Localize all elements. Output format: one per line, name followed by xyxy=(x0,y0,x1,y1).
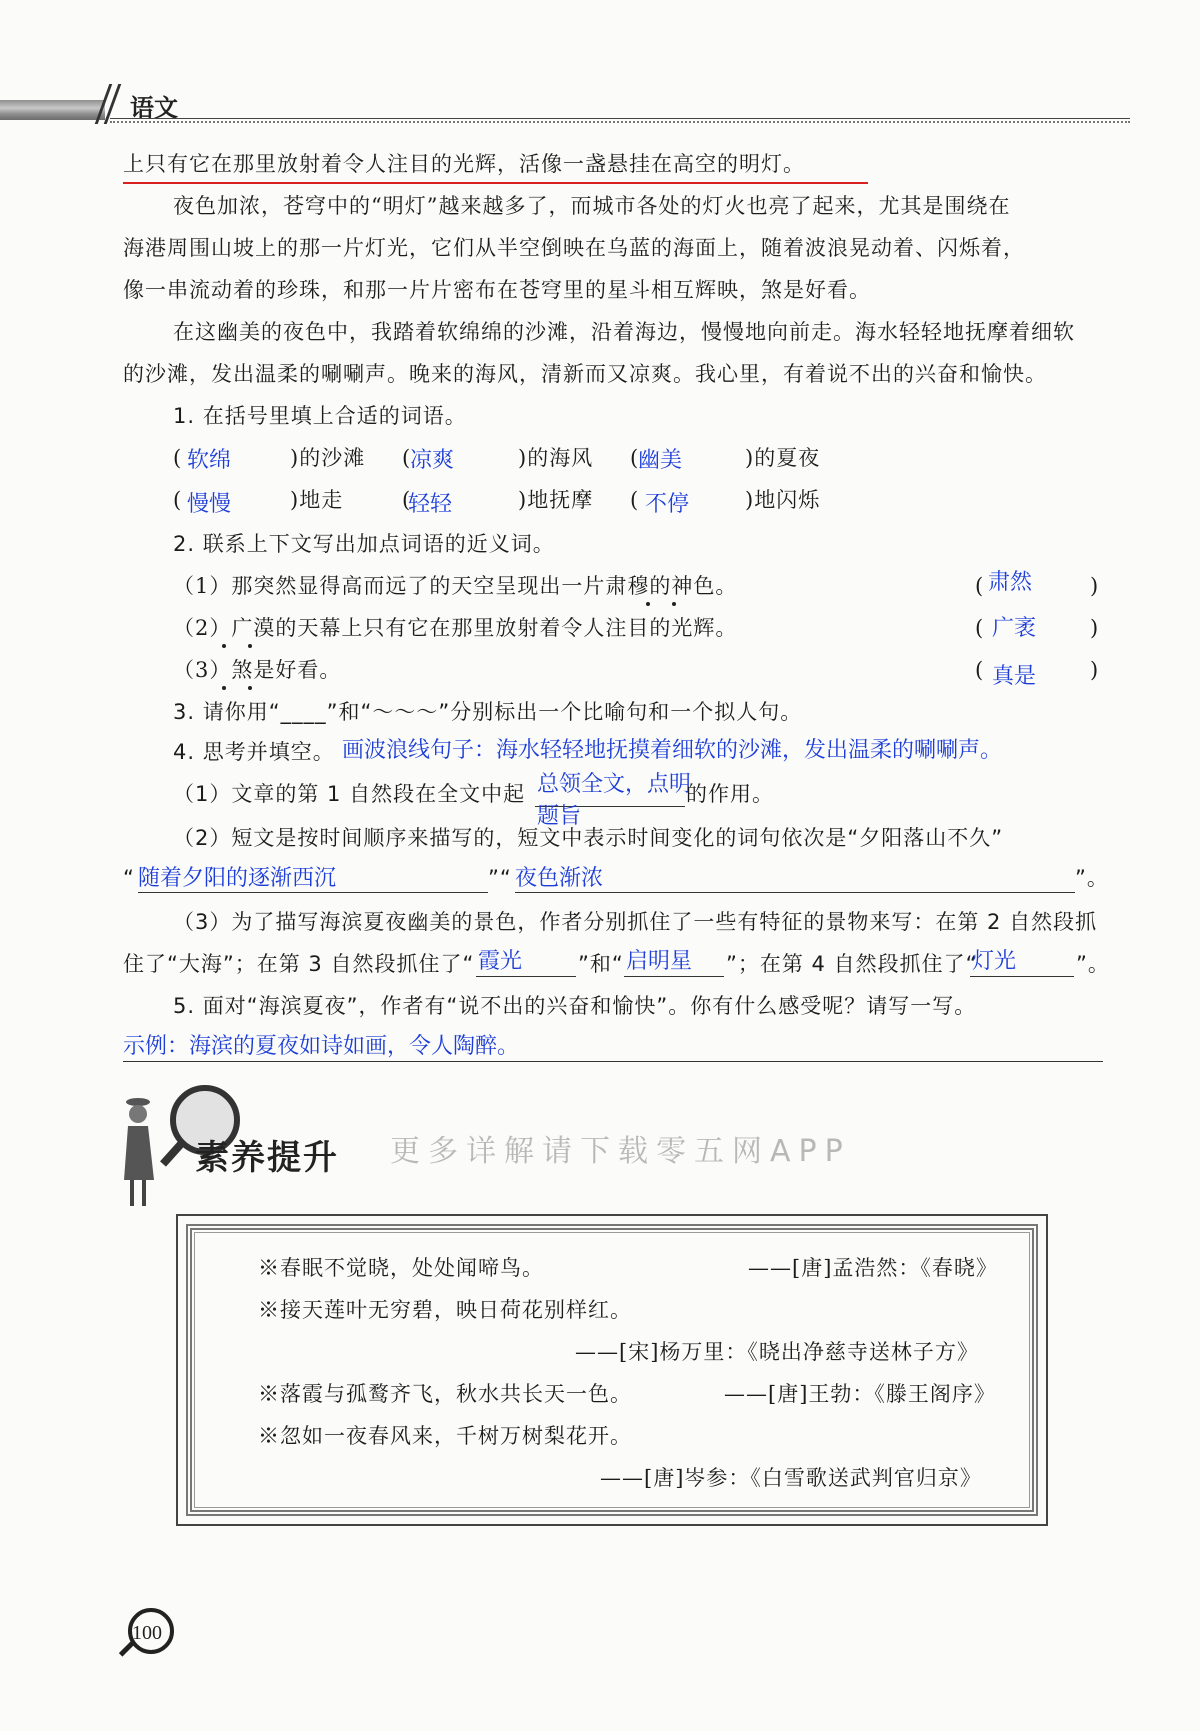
bracket-close: ) xyxy=(1090,658,1100,682)
passage-line: 夜色加浓，苍穹中的“明灯”越来越多了，而城市各处的灯火也亮了起来，尤其是围绕在 xyxy=(173,194,1011,218)
answer-line xyxy=(123,1061,1103,1062)
page-number: 100 xyxy=(132,1622,162,1644)
subject-title: 语文 xyxy=(130,94,178,122)
bracket-open: ( xyxy=(975,658,985,682)
emphasis-dot xyxy=(646,602,650,606)
passage-line: 像一串流动着的珍珠，和那一片片密布在苍穹里的星斗相互辉映，煞是好看。 xyxy=(123,278,871,302)
q1-suffix: 地抚摩 xyxy=(527,488,594,512)
q1-answer: 软绵 xyxy=(187,448,232,473)
emphasis-dot xyxy=(248,644,252,648)
q1-answer: 凉爽 xyxy=(410,448,455,473)
q2-answer: 肃然 xyxy=(988,570,1033,595)
q4-sub3-answer: 灯光 xyxy=(972,949,1017,974)
q4-sub1-answer: 总领全文，点明 xyxy=(537,772,692,797)
poem-line: ※忽如一夜春风来，千树万树梨花开。 xyxy=(258,1424,632,1448)
q4-sub1-answer-cont: 题旨 xyxy=(537,804,582,829)
q4-sub2: （2）短文是按时间顺序来描写的，短文中表示时间变化的词句依次是“夕阳落山不久” xyxy=(173,826,1004,850)
q4-sub3-mid: ”和“ xyxy=(578,952,624,976)
quote-mark: ”“ xyxy=(488,866,512,890)
q4-sub3-cont: 住了“大海”；在第 3 自然段抓住了“ xyxy=(123,952,475,976)
header-bar xyxy=(0,100,105,120)
q4-sub2-answer: 夜色渐浓 xyxy=(515,866,604,891)
bracket-close: ) xyxy=(1090,574,1100,598)
section-title: 素养提升 xyxy=(195,1138,339,1178)
poem-line: ※春眠不觉晓，处处闻啼鸟。 xyxy=(258,1256,544,1280)
question-1-prompt: 1. 在括号里填上合适的词语。 xyxy=(173,404,467,428)
emphasis-dot xyxy=(222,686,226,690)
q1-suffix: 的沙滩 xyxy=(299,446,366,470)
red-underline xyxy=(123,182,868,184)
question-2-prompt: 2. 联系上下文写出加点词语的近义词。 xyxy=(173,532,555,556)
bracket-open: ( xyxy=(630,488,640,512)
q1-suffix: 地闪烁 xyxy=(754,488,821,512)
bracket-open: ( xyxy=(173,446,183,470)
q2-answer: 广袤 xyxy=(992,616,1037,641)
q5-answer: 示例：海滨的夏夜如诗如画，令人陶醉。 xyxy=(123,1034,520,1059)
emphasis-dot xyxy=(222,644,226,648)
q4-sub2-answer: 随着夕阳的逐渐西沉 xyxy=(138,866,337,891)
q1-answer: 不停 xyxy=(645,492,690,517)
bracket-open: ( xyxy=(402,446,412,470)
q4-sub1-end: 的作用。 xyxy=(686,782,774,806)
q2-item: （3）煞是好看。 xyxy=(173,658,342,682)
q4-sub3-answer: 霞光 xyxy=(478,949,523,974)
q4-sub3-mid: ”；在第 4 自然段抓住了“ xyxy=(726,952,978,976)
question-4-prompt: 4. 思考并填空。 xyxy=(173,740,335,764)
header-rule xyxy=(110,118,1130,119)
bracket-open: ( xyxy=(173,488,183,512)
emphasis-dot xyxy=(248,686,252,690)
q1-suffix: 的海风 xyxy=(527,446,594,470)
q1-answer: 幽美 xyxy=(638,448,683,473)
poem-source: ——[唐]王勃：《滕王阁序》 xyxy=(724,1382,996,1406)
q1-suffix: 的夏夜 xyxy=(754,446,821,470)
workbook-page: 语文 上只有它在那里放射着令人注目的光辉，活像一盏悬挂在高空的明灯。 夜色加浓，苍穹中的“明灯”越来越多了，而城市各处的灯火也亮了起来，尤其是围绕在 海港周围山坡上的那一片灯光，它们从半空倒映在乌蓝的海面上，随着波浪晃动着、闪烁着， 像一串流动着的珍珠，和那一片片密布在苍穹里的星斗相互辉映，煞是好看。 在这幽美的夜色中，我踏着软绵绵的沙滩，沿着海边，慢慢地向前走。海水轻轻地抚摩着细软 的沙滩，发出温柔的唰唰声。晚来的海风，清新而又凉爽。我心里，有着说不出的兴奋和愉快。 1. 在括号里填上合适的词语。 ( 软绵 )的沙滩 ( 凉爽 )的海风 ( 幽美 )的夏夜 ( 慢慢 )地走 ( 轻轻 )地抚摩 ( 不停 )地闪烁 2. 联系上下文写出加点词语的近义词。 （1）那突然显得高而远了的天空呈现出一片肃穆的神色。 ( 肃然 ) （2）广漠的天幕上只有它在那里放射着令人注目的光辉。 ( 广袤 ) （3）煞是好看。 ( 真是 ) 3. 请你用“____”和“～～～”分别标出一个比喻句和一个拟人句。 4. 思考并填空。 画波浪线句子：海水轻轻地抚摸着细软的沙滩，发出温柔的唰唰声。 （1）文章的第 1 自然段在全文中起 总领全文，点明 的作用。 题旨 （2）短文是按时间顺序来描写的，短文中表示时间变化的词句依次是“夕阳落山不久” “ 随着夕阳的逐渐西沉 ”“ 夜色渐浓 ”。 （3）为了描写海滨夏夜幽美的景色，作者分别抓住了一些有特征的景物来写：在第 2 自然段抓 住了“大海”；在第 3 自然段抓住了“ 霞光 ”和“ 启明星 ”；在第 4 自然段抓住了“ 灯光 ”。 5. 面对“海滨夏夜”，作者有“说不出的兴奋和愉快”。你有什么感受呢？请写一写。 示例：海滨的夏夜如诗如画，令人陶醉。 素养提升 更多详解请下载零五网APP ※春眠不觉晓，处处闻啼鸟。 ——[唐]孟浩然：《春晓》 ※接天莲叶无穷碧，映日荷花别样红。 ——[宋]杨万里：《晓出净慈寺送林子方》 ※落霞与孤鹜齐飞，秋水共长天一色。 ——[唐]王勃：《滕王阁序》 ※忽如一夜春风来，千树万树梨花开。 ——[唐]岑参：《白雪歌送武判官归京》 100 xyxy=(0,0,1200,1731)
answer-blank xyxy=(624,976,724,977)
bracket-open: ( xyxy=(630,446,640,470)
watermark-text: 更多详解请下载零五网APP xyxy=(390,1134,851,1169)
poem-line: ※接天莲叶无穷碧，映日荷花别样红。 xyxy=(258,1298,632,1322)
q2-item: （2）广漠的天幕上只有它在那里放射着令人注目的光辉。 xyxy=(173,616,738,640)
passage-line: 海港周围山坡上的那一片灯光，它们从半空倒映在乌蓝的海面上，随着波浪晃动着、闪烁着， xyxy=(123,236,1025,260)
q4-note: 画波浪线句子：海水轻轻地抚摸着细软的沙滩，发出温柔的唰唰声。 xyxy=(342,738,1003,763)
q4-sub3-end: ”。 xyxy=(1076,952,1110,976)
q2-item: （1）那突然显得高而远了的天空呈现出一片肃穆的神色。 xyxy=(173,574,738,598)
answer-blank xyxy=(476,976,576,977)
q2-answer: 真是 xyxy=(992,664,1037,689)
bracket-open: ( xyxy=(975,574,985,598)
passage-line: 在这幽美的夜色中，我踏着软绵绵的沙滩，沿着海边，慢慢地向前走。海水轻轻地抚摩着细软 xyxy=(173,320,1075,344)
poem-source: ——[宋]杨万里：《晓出净慈寺送林子方》 xyxy=(575,1340,979,1364)
bracket-open: ( xyxy=(402,488,412,512)
header-rule-dotted xyxy=(110,121,1130,123)
poem-source: ——[唐]岑参：《白雪歌送武判官归京》 xyxy=(600,1466,982,1490)
bracket-open: ( xyxy=(975,616,985,640)
q1-answer: 慢慢 xyxy=(187,492,232,517)
q4-sub3-answer: 启明星 xyxy=(626,949,693,974)
q1-answer: 轻轻 xyxy=(408,492,453,517)
answer-blank xyxy=(138,892,488,893)
passage-line: 上只有它在那里放射着令人注目的光辉，活像一盏悬挂在高空的明灯。 xyxy=(123,152,805,176)
passage-line: 的沙滩，发出温柔的唰唰声。晚来的海风，清新而又凉爽。我心里，有着说不出的兴奋和愉快。 xyxy=(123,362,1047,386)
poem-source: ——[唐]孟浩然：《春晓》 xyxy=(748,1256,998,1280)
bracket-close: ) xyxy=(1090,616,1100,640)
poem-line: ※落霞与孤鹜齐飞，秋水共长天一色。 xyxy=(258,1382,632,1406)
emphasis-dot xyxy=(672,602,676,606)
q1-suffix: 地走 xyxy=(299,488,344,512)
q4-sub1: （1）文章的第 1 自然段在全文中起 xyxy=(173,782,526,806)
quote-mark: “ xyxy=(123,866,135,890)
q4-sub3: （3）为了描写海滨夏夜幽美的景色，作者分别抓住了一些有特征的景物来写：在第 2 自然段抓 xyxy=(173,910,1098,934)
answer-blank xyxy=(515,892,1075,893)
quote-mark: ”。 xyxy=(1075,866,1109,890)
question-3-prompt: 3. 请你用“____”和“～～～”分别标出一个比喻句和一个拟人句。 xyxy=(173,700,803,724)
question-5-prompt: 5. 面对“海滨夏夜”，作者有“说不出的兴奋和愉快”。你有什么感受呢？请写一写。 xyxy=(173,994,977,1018)
answer-blank xyxy=(970,976,1074,977)
